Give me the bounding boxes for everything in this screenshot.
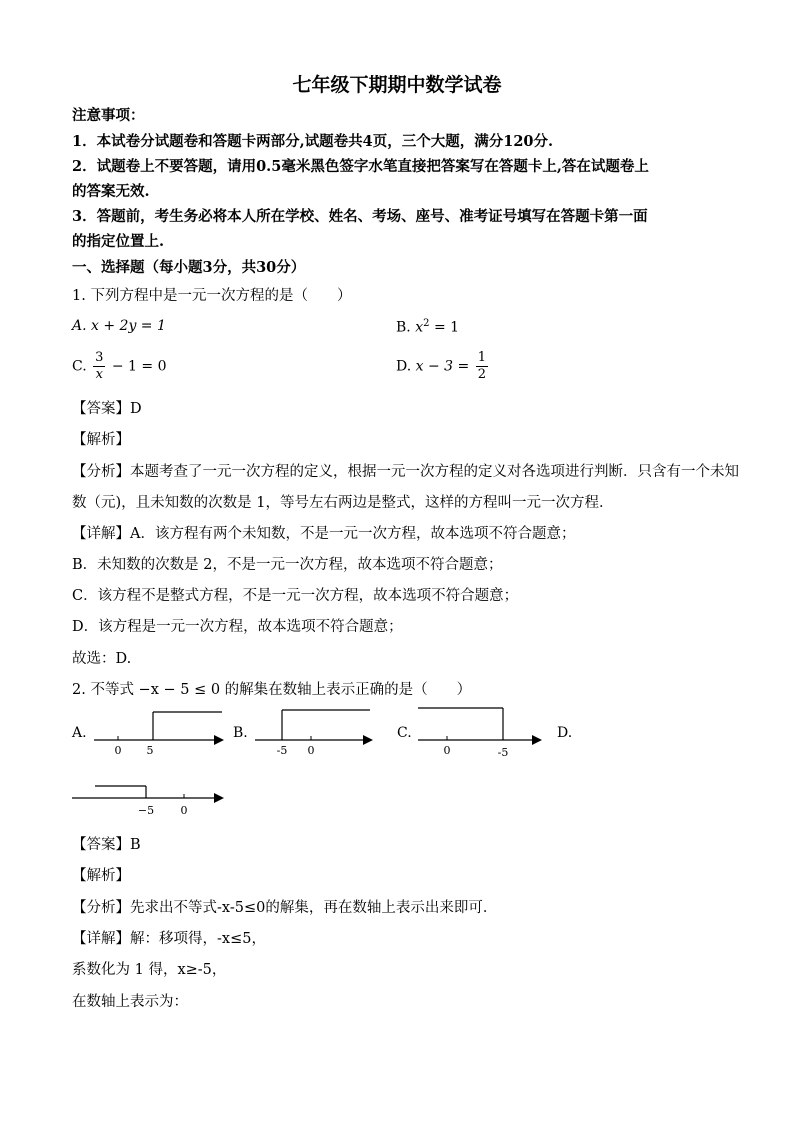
number-line-a (94, 712, 224, 757)
notice-heading: 注意事项： (72, 107, 145, 124)
section-heading: 一、选择题（每小题3分，共30分） (72, 259, 306, 276)
q1-answer: 【答案】D (72, 401, 142, 417)
q1-detail-a: 【详解】A．该方程有两个未知数，不是一元一次方程，故本选项不符合题意； (72, 526, 576, 542)
q2-answer: 【答案】B (72, 837, 141, 853)
axis-b-tick-label: -5 (276, 744, 288, 757)
notice-item-3-line-2: 的指定位置上. (72, 233, 165, 250)
axis-c-arrow (532, 735, 542, 745)
fraction: $\frac{3}{x}$ (95, 350, 104, 382)
axis-b-arrow (363, 735, 373, 745)
notice-item-3-line-1: 3．答题前，考生务必将本人所在学校、姓名、考场、座号、准考证号填写在答题卡第一面 (72, 208, 648, 225)
q2-detail-3: 在数轴上表示为： (72, 994, 188, 1010)
fraction: $\frac{1}{2}$ (477, 350, 486, 382)
q1-option-a (72, 318, 166, 334)
q2-stem: 2. 不等式 −x − 5 ≤ 0 的解集在数轴上表示正确的是（ ） (72, 682, 472, 698)
q1-fenxi-line-1: 【分析】本题考查了一元一次方程的定义，根据一元一次方程的定义对各选项进行判断．只含有一个未知 (72, 464, 739, 480)
q1-fenxi-line-2: 数（元)，且未知数的次数是 1，等号左右两边是整式，这样的方程叫一元一次方程． (72, 495, 614, 511)
q1-option-c: C. $\frac{3}{x}$ − 1 = 0 (72, 350, 167, 382)
notice-item-2-line-1: 2．试题卷上不要答题，请用0.5毫米黑色签字水笔直接把答案写在答题卡上,答在试题卷上 (72, 158, 649, 175)
notice-item-1: 1．本试卷分试题卷和答题卡两部分,试题卷共4页，三个大题，满分120分. (72, 133, 554, 150)
axis-a-tick-label: 0 (114, 744, 122, 757)
axis-d-tick-label: −5 (137, 804, 155, 817)
notice-item-2-line-2: 的答案无效. (72, 183, 150, 200)
q2-analysis-heading: 【解析】 (72, 868, 130, 884)
axis-c-tick-label: -5 (497, 746, 509, 759)
q1-option-a-text: A. x + 2y = 1 (72, 318, 166, 334)
axis-c-tick-label: 0 (443, 744, 451, 757)
axis-b-tick-label: 0 (307, 744, 315, 757)
q1-detail-b: B．未知数的次数是 2，不是一元一次方程，故本选项不符合题意； (72, 557, 503, 573)
q2-option-a-label: A. (72, 725, 87, 741)
axis-d-tick-label: 0 (180, 804, 188, 817)
q2-option-b-label: B. (233, 725, 248, 741)
q2-detail-2: 系数化为 1 得，x≥-5， (72, 962, 227, 978)
q1-detail-d: D．该方程是一元一次方程，故本选项不符合题意； (72, 619, 403, 635)
page-title: 七年级下期期中数学试卷 (292, 74, 502, 96)
q1-option-b: B. $x^2 = 1$ (396, 318, 460, 336)
q2-detail-1: 【详解】解：移项得，-x≤5， (72, 931, 266, 947)
axis-a-tick-label: 5 (146, 744, 154, 757)
number-line-figures (0, 700, 794, 820)
axis-d-arrow (214, 793, 224, 803)
q1-option-d: D. x − 3 = $\frac{1}{2}$ (396, 350, 486, 382)
q1-stem: 1. 下列方程中是一元一次方程的是（ ） (72, 288, 352, 304)
number-line-c (418, 708, 542, 759)
number-line-b (255, 710, 373, 757)
number-line-d (72, 786, 224, 817)
q2-option-c-label: C. (397, 725, 412, 741)
q1-conclusion: 故选：D. (72, 651, 132, 667)
q1-analysis-heading: 【解析】 (72, 432, 130, 448)
q1-detail-c: C．该方程不是整式方程，不是一元一次方程，故本选项不符合题意； (72, 588, 519, 604)
q2-fenxi: 【分析】先求出不等式-x-5≤0的解集，再在数轴上表示出来即可． (72, 900, 498, 916)
axis-a-arrow (214, 735, 224, 745)
q2-option-d-label: D. (557, 725, 573, 741)
